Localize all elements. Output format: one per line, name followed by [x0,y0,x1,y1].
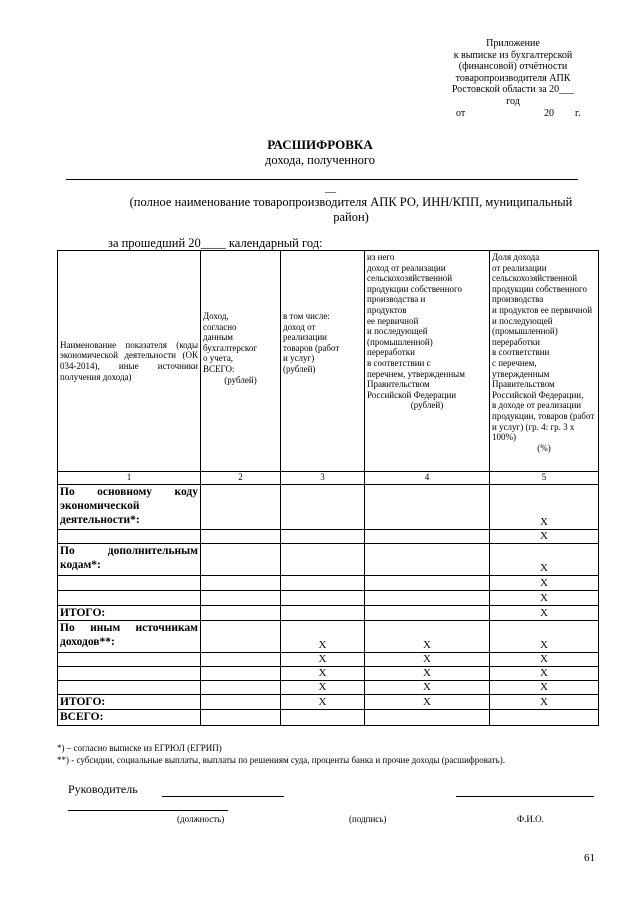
header-col4-line: из него [367,252,395,262]
header-col2-line: данным [203,332,233,343]
income-table [57,250,599,726]
header-col2-line: ВСЕГО: [203,363,235,374]
header-col5 [490,251,599,472]
header-col2-line: бухгалтерског [203,342,258,353]
table-row [58,667,599,681]
cell-agri-income: X [365,667,490,681]
appendix-line: год [506,95,520,107]
table-row [58,695,599,710]
header-col4-line: продукции собственного [367,283,463,294]
cell-sales-income: X [281,653,365,667]
cell-total-income [201,485,281,530]
header-col4 [365,251,490,472]
table-header-row [58,251,599,472]
cell-agri-income: X [365,621,490,653]
column-number: 4 [365,472,490,485]
header-col3-line: реализации [283,332,327,343]
table-row [58,621,599,653]
cell-agri-income [365,591,490,606]
cell-sales-income [281,710,365,726]
column-number-row [58,472,599,485]
document-subtitle: дохода, полученного [265,153,375,167]
row-label [58,576,201,591]
header-col4-line: доход от реализации [367,262,446,273]
cell-agri-income [365,544,490,576]
header-col4-line: перечнем, утвержденным [367,368,465,379]
cell-agri-share: X [490,653,599,667]
cell-agri-share: X [490,606,599,621]
header-col1: Наименование показателя (коды экономической деятельности (ОК 034-2014), иные источники получения дохода) [58,251,201,472]
cell-agri-income: X [365,681,490,695]
header-col5-line: с перечнем, утвержденным [492,357,550,379]
cell-total-income [201,544,281,576]
row-label [58,591,201,606]
table-row [58,576,599,591]
header-col5-line: от реализации [492,262,547,273]
cell-agri-income: X [365,653,490,667]
header-col5-line: продукции собственного [492,283,588,294]
row-label: По иным источникам доходов**: [58,621,201,653]
header-col5-line: и услуг) (гр. 4: гр. 3 х [492,421,575,432]
cell-agri-share: X [490,681,599,695]
header-col3-line: (рублей) [283,363,316,374]
header-col3-line: товаров (работ [283,342,340,353]
appendix-line: (финансовой) отчётности [458,61,568,73]
row-label: ИТОГО: [58,695,201,710]
page-number: 61 [584,852,595,864]
header-col4-line: переработки [367,347,415,358]
cell-agri-income [365,530,490,544]
cell-total-income [201,621,281,653]
position-caption: (должность) [177,814,225,824]
name-line [456,796,594,797]
header-col5-line: продукции, товаров (работ [492,410,595,421]
table-row [58,591,599,606]
column-number: 2 [201,472,281,485]
cell-agri-share: X [490,667,599,681]
cell-agri-share: X [490,485,599,530]
row-label: ВСЕГО: [58,710,201,726]
date-year-suffix: г. [575,107,581,119]
cell-sales-income [281,544,365,576]
header-col5-line: Правительством [492,379,555,390]
date-year: 20 [544,107,554,119]
cell-total-income [201,681,281,695]
cell-total-income [201,606,281,621]
header-col5-line: (промышленной) [492,326,558,337]
header-col4-line: Российской Федерации [367,389,457,400]
header-col4-line: сельскохозяйственной [367,273,453,284]
cell-total-income [201,653,281,667]
cell-sales-income: X [281,695,365,710]
footnote-other-income: **) - субсидии, социальные выплаты, выплаты по решениям суда, проценты банка и прочие доходы (расшифровать). [57,755,505,765]
row-label [58,653,201,667]
table-row [58,710,599,726]
cell-agri-share: X [490,544,599,576]
row-label [58,681,201,695]
table-row [58,485,599,530]
header-col5-line: 100%) [492,432,516,443]
footnote-egrul: *) – согласно выписке из ЕГРЮЛ (ЕГРИП) [57,743,222,753]
cell-total-income [201,695,281,710]
name-caption: Ф.И.О. [517,814,544,824]
appendix-block [438,38,588,120]
header-col3-line: в том числе: [283,311,330,321]
appendix-line: Приложение [486,38,540,49]
row-label [58,530,201,544]
appendix-line: Ростовской области за 20___ [451,84,575,96]
cell-agri-income [365,606,490,621]
appendix-line: товаропроизводителя АПК [455,72,571,84]
cell-total-income [201,710,281,726]
position-line [68,810,228,811]
header-col4-line: и последующей [367,326,428,337]
column-number: 5 [490,472,599,485]
document-title: РАСШИФРОВКА [267,137,373,152]
signature-label: Руководитель [68,782,138,796]
row-label: По основному коду экономической деятельности*: [58,485,201,530]
table-row [58,606,599,621]
header-col5-line: производства [492,294,544,305]
fullname-caption: (полное наименование товаропроизводителя АПК РО, ИНН/КПП, муниципальный район) [129,195,573,224]
header-col5-line: сельскохозяйственной [492,273,578,284]
cell-total-income [201,591,281,606]
date-from-label: от [456,107,466,119]
cell-agri-share: X [490,621,599,653]
table-row [58,544,599,576]
cell-agri-income [365,710,490,726]
header-col4-line: продуктов [367,304,407,315]
cell-sales-income: X [281,621,365,653]
cell-sales-income [281,591,365,606]
header-col3 [281,251,365,472]
name-fill-line [66,179,578,180]
row-label [58,667,201,681]
table-row [58,681,599,695]
header-col5-line: и продуктов ее первичной [492,304,593,315]
header-col2-line: (рублей) [224,374,257,385]
header-col5-line: Доля дохода [492,252,540,262]
header-col2 [201,251,281,472]
header-col4-line: (рублей) [410,400,444,411]
header-col4-line: производства и [367,294,426,305]
header-col4-line: ее первичной [367,315,419,326]
cell-sales-income: X [281,667,365,681]
cell-sales-income: X [281,681,365,695]
row-label: По дополнительным кодам*: [58,544,201,576]
cell-total-income [201,530,281,544]
column-number: 1 [58,472,201,485]
header-col4-line: Правительством [367,379,430,390]
footnotes [57,742,598,766]
cell-agri-share: X [490,530,599,544]
column-number: 3 [281,472,365,485]
header-col3-line: и услуг) [283,353,315,364]
header-col2-line: о учета, [203,353,234,364]
appendix-line: к выписке из бухгалтерской [453,49,573,61]
appendix-date-line [438,108,588,120]
header-col2-line: согласно [203,321,237,332]
header-col5-line: в доходе от реализации [492,400,582,411]
cell-total-income [201,667,281,681]
row-label: ИТОГО: [58,606,201,621]
table-row [58,530,599,544]
cell-sales-income [281,606,365,621]
cell-agri-share [490,710,599,726]
header-col5-line: переработки [492,336,540,347]
cell-sales-income [281,576,365,591]
table-row [58,653,599,667]
cell-agri-income [365,485,490,530]
header-col5-line: в соответствии [492,347,550,358]
header-col5-unit: (%) [537,442,551,453]
cell-sales-income [281,485,365,530]
cell-sales-income [281,530,365,544]
period-line: за прошедший 20____ календарный год: [108,236,323,250]
cell-total-income [201,576,281,591]
signature-caption: (подпись) [349,814,387,824]
cell-agri-income: X [365,695,490,710]
fill-line-mark: __ [325,182,336,194]
header-col5-line: и последующей [492,315,553,326]
cell-agri-share: X [490,576,599,591]
header-col4-line: (промышленной) [367,336,433,347]
cell-agri-share: X [490,591,599,606]
header-col3-line: доход от [283,321,316,332]
header-col2-line: Доход, [203,311,229,321]
header-col4-line: в соответствии с [367,357,431,368]
cell-agri-share: X [490,695,599,710]
cell-agri-income [365,576,490,591]
header-col5-line: Российской Федерации, [492,389,584,400]
signature-line [162,796,284,797]
